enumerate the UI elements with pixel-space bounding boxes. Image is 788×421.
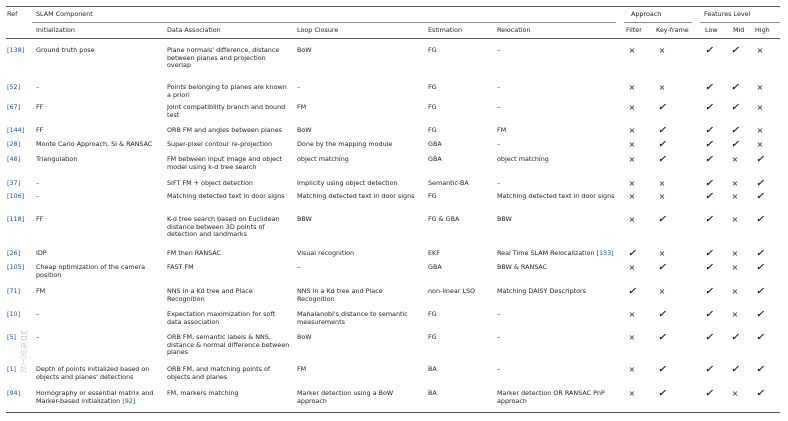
high-cross-icon: ×	[756, 103, 764, 112]
row-data-association: Joint compatibility branch and bound test	[167, 103, 286, 119]
reloc-citation: [133]	[596, 249, 614, 257]
row-initialization: –	[36, 83, 40, 91]
row-relocation: –	[497, 179, 501, 187]
row-estimation: GBA	[428, 263, 442, 271]
keyframe-cross-icon: ×	[658, 249, 666, 258]
keyframe-check-icon: ✓	[658, 309, 666, 320]
low-check-icon: ✓	[705, 262, 713, 273]
row-relocation: –	[497, 83, 501, 91]
row-initialization	[36, 390, 160, 405]
row-estimation: EKF	[428, 249, 440, 257]
mid-cross-icon: ×	[731, 389, 739, 398]
high-check-icon: ✓	[756, 364, 764, 375]
row-estimation: GBA	[428, 155, 442, 163]
header-initialization: Initialization	[36, 26, 75, 34]
row-relocation: –	[497, 140, 501, 148]
high-cross-icon: ×	[756, 46, 764, 55]
filter-cross-icon: ×	[628, 46, 636, 55]
row-loop-closure: Mahalanobi's distance to semantic measurements	[297, 310, 408, 326]
filter-cross-icon: ×	[628, 140, 636, 149]
row-initialization: FF	[36, 126, 44, 134]
filter-cross-icon: ×	[628, 103, 636, 112]
header-bottom-rule	[6, 38, 780, 39]
filter-cross-icon: ×	[628, 333, 636, 342]
row-loop-closure: FM	[297, 365, 307, 373]
row-estimation: FG	[428, 126, 437, 134]
mid-check-icon: ✓	[731, 102, 739, 113]
header-slam-component: SLAM Component	[36, 10, 93, 18]
row-initialization: Triangulation	[36, 155, 78, 163]
low-check-icon: ✓	[705, 388, 713, 399]
low-check-icon: ✓	[705, 248, 713, 259]
high-check-icon: ✓	[756, 309, 764, 320]
keyframe-cross-icon: ×	[658, 192, 666, 201]
row-ref: [71]	[7, 287, 21, 295]
high-check-icon: ✓	[756, 214, 764, 225]
row-ref: [28]	[7, 140, 21, 148]
row-loop-closure: BBW	[297, 215, 312, 223]
init-citation: [92]	[122, 396, 136, 405]
row-ref: [5]	[7, 333, 17, 341]
high-check-icon: ✓	[756, 286, 764, 297]
init-text: Homography or essential matrix and Marker-based initialization	[36, 389, 154, 405]
row-data-association: NNS in a Kd tree and Place Recognition	[167, 287, 253, 303]
keyframe-cross-icon: ×	[658, 83, 666, 92]
high-check-icon: ✓	[756, 178, 764, 189]
row-ref: [144]	[7, 126, 25, 134]
mid-cross-icon: ×	[731, 215, 739, 224]
keyframe-check-icon: ✓	[658, 125, 666, 136]
row-estimation: FG	[428, 83, 437, 91]
high-cross-icon: ×	[756, 140, 764, 149]
filter-cross-icon: ×	[628, 155, 636, 164]
filter-cross-icon: ×	[628, 83, 636, 92]
low-check-icon: ✓	[705, 214, 713, 225]
high-cross-icon: ×	[756, 83, 764, 92]
low-check-icon: ✓	[705, 332, 713, 343]
mid-check-icon: ✓	[731, 332, 739, 343]
row-initialization: Cheap optimization of the camera position	[36, 263, 146, 279]
high-check-icon: ✓	[756, 332, 764, 343]
row-initialization: FM	[36, 287, 46, 295]
high-check-icon: ✓	[756, 154, 764, 165]
row-loop-closure: BoW	[297, 333, 312, 341]
row-initialization: Ground truth pose	[36, 46, 95, 54]
keyframe-check-icon: ✓	[658, 154, 666, 165]
row-loop-closure: Marker detection using a BoW approach	[297, 389, 394, 405]
row-estimation: FG	[428, 333, 437, 341]
low-check-icon: ✓	[705, 309, 713, 320]
row-estimation: Semantic-BA	[428, 179, 469, 187]
low-check-icon: ✓	[705, 286, 713, 297]
row-ref: [67]	[7, 103, 21, 111]
row-estimation: FG	[428, 103, 437, 111]
keyframe-check-icon: ✓	[658, 388, 666, 399]
row-ref: [1]	[7, 365, 17, 373]
row-ref: [48]	[7, 155, 21, 163]
row-data-association: FM between input image and object model using k-d tree search	[167, 155, 283, 171]
row-data-association: ORB FM and angles between planes	[167, 126, 282, 134]
row-loop-closure: –	[297, 83, 301, 91]
low-check-icon: ✓	[705, 125, 713, 136]
mid-cross-icon: ×	[731, 155, 739, 164]
high-check-icon: ✓	[756, 248, 764, 259]
row-estimation: GBA	[428, 140, 442, 148]
row-relocation: –	[497, 333, 501, 341]
row-relocation: FM	[497, 126, 507, 134]
mid-cross-icon: ×	[731, 179, 739, 188]
row-ref: [26]	[7, 249, 21, 257]
keyframe-check-icon: ✓	[658, 102, 666, 113]
row-initialization: –	[36, 179, 40, 187]
header-relocation: Relocation	[497, 26, 531, 34]
header-keyframe: Key-frame	[656, 26, 689, 34]
row-initialization: –	[36, 192, 40, 200]
low-check-icon: ✓	[705, 139, 713, 150]
mid-cross-icon: ×	[731, 287, 739, 296]
table-bottom-rule	[6, 412, 780, 413]
row-ref: [118]	[7, 215, 25, 223]
mid-cross-icon: ×	[731, 249, 739, 258]
row-data-association: Plane normals' difference, distance between planes and projection overlap	[167, 46, 280, 70]
features-level-underline	[700, 22, 780, 23]
filter-cross-icon: ×	[628, 389, 636, 398]
row-loop-closure: NNS in a Kd tree and Place Recognition	[297, 287, 383, 303]
header-high: High	[755, 26, 770, 34]
row-relocation: BBW & RANSAC	[497, 263, 548, 271]
mid-cross-icon: ×	[731, 192, 739, 201]
row-relocation: object matching	[497, 155, 549, 163]
row-initialization: Depth of points initialized based on objects and planes' detections	[36, 365, 150, 381]
row-ref: [52]	[7, 83, 21, 91]
row-ref: [94]	[7, 389, 21, 397]
keyframe-check-icon: ✓	[658, 332, 666, 343]
keyframe-cross-icon: ×	[658, 287, 666, 296]
row-initialization: –	[36, 333, 40, 341]
row-relocation: –	[497, 103, 501, 111]
row-relocation	[497, 250, 614, 258]
row-relocation: Matching DAISY Descriptors	[497, 287, 586, 295]
row-data-association: ORB FM, and matching points of objects and planes	[167, 365, 271, 381]
row-relocation: –	[497, 46, 501, 54]
header-loop-closure: Loop Closure	[297, 26, 339, 34]
row-data-association: FM then RANSAC	[167, 249, 222, 257]
keyframe-check-icon: ✓	[658, 364, 666, 375]
row-loop-closure: BoW	[297, 46, 312, 54]
watermark-text: 3D视觉工坊	[19, 330, 28, 374]
row-data-association: FAST FM	[167, 263, 194, 271]
approach-underline	[624, 22, 692, 23]
keyframe-check-icon: ✓	[658, 262, 666, 273]
low-check-icon: ✓	[705, 154, 713, 165]
row-relocation: Marker detection OR RANSAC PnP approach	[497, 389, 605, 405]
row-relocation: Matching detected text in door signs	[497, 192, 615, 200]
keyframe-cross-icon: ×	[658, 46, 666, 55]
mid-check-icon: ✓	[731, 82, 739, 93]
high-check-icon: ✓	[756, 388, 764, 399]
filter-cross-icon: ×	[628, 365, 636, 374]
header-data-association: Data Association	[167, 26, 221, 34]
row-initialization: FF	[36, 215, 44, 223]
filter-cross-icon: ×	[628, 310, 636, 319]
row-estimation: FG	[428, 192, 437, 200]
row-data-association: Expectation maximization for soft data association	[167, 310, 275, 326]
row-data-association: Matching detected text in door signs	[167, 192, 285, 200]
low-check-icon: ✓	[705, 102, 713, 113]
header-approach: Approach	[631, 10, 662, 18]
mid-check-icon: ✓	[731, 45, 739, 56]
filter-cross-icon: ×	[628, 263, 636, 272]
row-loop-closure: object matching	[297, 155, 349, 163]
low-check-icon: ✓	[705, 364, 713, 375]
header-ref: Ref	[7, 10, 18, 18]
low-check-icon: ✓	[705, 191, 713, 202]
low-check-icon: ✓	[705, 82, 713, 93]
filter-cross-icon: ×	[628, 179, 636, 188]
row-loop-closure: Implicity using object detection	[297, 179, 398, 187]
row-estimation: BA	[428, 365, 437, 373]
keyframe-check-icon: ✓	[658, 139, 666, 150]
row-data-association: Points belonging to planes are known a priori	[167, 83, 287, 99]
row-relocation: –	[497, 365, 501, 373]
row-estimation: FG	[428, 310, 437, 318]
header-features-level: Features Level	[704, 10, 751, 18]
mid-check-icon: ✓	[731, 364, 739, 375]
high-cross-icon: ×	[756, 126, 764, 135]
filter-cross-icon: ×	[628, 215, 636, 224]
keyframe-cross-icon: ×	[658, 179, 666, 188]
high-check-icon: ✓	[756, 191, 764, 202]
row-data-association: K-d tree search based on Euclidean distance between 3D points of detection and landmarks	[167, 215, 280, 239]
row-data-association: Super-pixel contour re-projection	[167, 140, 273, 148]
row-relocation: –	[497, 310, 501, 318]
row-initialization: IDP	[36, 249, 47, 257]
row-data-association: SIFT FM + object detection	[167, 179, 253, 187]
row-ref: [138]	[7, 46, 25, 54]
row-initialization: –	[36, 310, 40, 318]
row-initialization: Monte Carlo Approach, SI & RANSAC	[36, 140, 153, 148]
filter-check-icon: ✓	[628, 286, 636, 297]
reloc-text: Real Time SLAM Relocalization	[497, 249, 597, 257]
row-data-association: ORB FM, semantic labels & NNS, distance & normal difference between planes	[167, 333, 290, 357]
keyframe-check-icon: ✓	[658, 214, 666, 225]
row-loop-closure: FM	[297, 103, 307, 111]
table-top-rule	[6, 6, 780, 7]
row-estimation: BA	[428, 389, 437, 397]
slam-component-underline	[32, 22, 616, 23]
row-loop-closure: Visual recognition	[297, 249, 355, 257]
row-ref: [10]	[7, 310, 21, 318]
row-loop-closure: Done by the mapping module	[297, 140, 393, 148]
mid-check-icon: ✓	[731, 125, 739, 136]
row-ref: [105]	[7, 263, 25, 271]
row-ref: [37]	[7, 179, 21, 187]
low-check-icon: ✓	[705, 178, 713, 189]
high-check-icon: ✓	[756, 262, 764, 273]
row-relocation: BBW	[497, 215, 512, 223]
header-low: Low	[705, 26, 718, 34]
row-loop-closure: BoW	[297, 126, 312, 134]
header-filter: Filter	[626, 26, 642, 34]
mid-check-icon: ✓	[731, 139, 739, 150]
low-check-icon: ✓	[705, 45, 713, 56]
row-data-association: FM, markers matching	[167, 389, 239, 397]
filter-cross-icon: ×	[628, 192, 636, 201]
mid-cross-icon: ×	[731, 310, 739, 319]
row-estimation: non-linear LSO	[428, 287, 476, 295]
row-estimation: FG	[428, 46, 437, 54]
header-mid: Mid	[733, 26, 745, 34]
row-ref: [106]	[7, 192, 25, 200]
row-loop-closure: –	[297, 263, 301, 271]
row-loop-closure: Matching detected text in door signs	[297, 192, 415, 200]
mid-cross-icon: ×	[731, 263, 739, 272]
filter-cross-icon: ×	[628, 126, 636, 135]
header-estimation: Estimation	[428, 26, 463, 34]
filter-check-icon: ✓	[628, 248, 636, 259]
clipped-caption-line	[0, 0, 788, 3]
row-initialization: FF	[36, 103, 44, 111]
row-estimation: FG & GBA	[428, 215, 460, 223]
